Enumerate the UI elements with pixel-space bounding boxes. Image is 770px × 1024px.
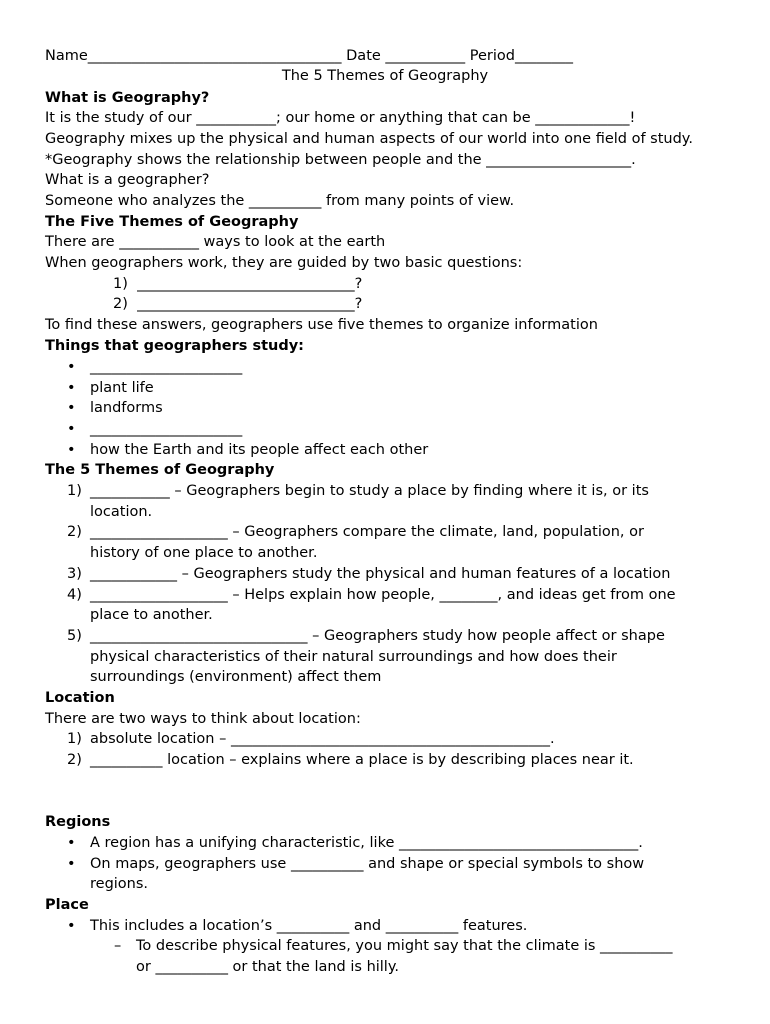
page-title: The 5 Themes of Geography [281,68,489,84]
location-item: absolute location – ____________________________________________. [90,731,555,747]
theme-item: ______________________________ – Geographers study how people affect or shape [90,628,665,644]
item-number: 1) [67,483,82,499]
dash-icon: – [114,938,122,954]
list-item: _____________________ [90,359,243,375]
theme-item-cont: surroundings (environment) affect them [90,669,382,685]
location-heading: Location [45,690,115,706]
regions-heading: Regions [45,814,111,830]
item-number: 5) [67,628,82,644]
theme-item-cont: physical characteristics of their natural surroundings and how does their [90,649,617,665]
list-item: On maps, geographers use __________ and shape or special symbols to show [90,856,645,872]
theme-item-cont: history of one place to another. [90,545,318,561]
list-item-cont: regions. [90,876,149,892]
what-is-heading: What is Geography? [45,90,210,106]
item-number: 2) [67,752,82,768]
five-themes-heading: The Five Themes of Geography [45,214,299,230]
theme-item: ____________ – Geographers study the physical and human features of a location [90,566,671,582]
list-item: _____________________ [90,421,243,437]
theme-item-cont: place to another. [90,607,213,623]
themes-heading: The 5 Themes of Geography [45,462,275,478]
bullet-icon: • [67,359,76,375]
list-item: landforms [90,400,163,416]
bullet-icon: • [67,835,76,851]
theme-item: ___________________ – Geographers compare the climate, land, population, or [90,524,644,540]
location-item: __________ location – explains where a place is by describing places near it. [90,752,634,768]
list-item: This includes a location’s __________ and __________ features. [90,918,528,934]
question-line: 2) ______________________________? [113,296,363,312]
theme-item: ___________ – Geographers begin to study a place by finding where it is, or its [90,483,649,499]
bullet-icon: • [67,400,76,416]
item-number: 4) [67,587,82,603]
text-line: When geographers work, they are guided by two basic questions: [45,255,523,271]
list-item: plant life [90,380,154,396]
bullet-icon: • [67,918,76,934]
list-item: A region has a unifying characteristic, like _________________________________. [90,835,643,851]
list-item: how the Earth and its people affect each other [90,442,429,458]
bullet-icon: • [67,380,76,396]
sub-item-cont: or __________ or that the land is hilly. [136,959,399,975]
text-line: To find these answers, geographers use five themes to organize information [45,317,598,333]
theme-item-cont: location. [90,504,153,520]
question-line: 1) ______________________________? [113,276,363,292]
text-line: There are two ways to think about location: [45,711,361,727]
item-number: 2) [67,524,82,540]
text-line: *Geography shows the relationship between people and the ____________________. [45,152,636,168]
text-line: What is a geographer? [45,172,210,188]
text-line: There are ___________ ways to look at the earth [45,234,386,250]
study-heading: Things that geographers study: [45,338,304,354]
sub-item: To describe physical features, you might say that the climate is __________ [136,938,673,954]
text-line: Geography mixes up the physical and human aspects of our world into one field of study. [45,131,693,147]
bullet-icon: • [67,856,76,872]
item-number: 3) [67,566,82,582]
place-heading: Place [45,897,89,913]
bullet-icon: • [67,421,76,437]
text-line: It is the study of our ___________; our home or anything that can be _____________! [45,110,636,126]
bullet-icon: • [67,442,76,458]
text-line: Someone who analyzes the __________ from many points of view. [45,193,515,209]
header-line: Name___________________________________ Date ___________ Period________ [45,48,573,64]
theme-item: ___________________ – Helps explain how people, ________, and ideas get from one [90,587,676,603]
item-number: 1) [67,731,82,747]
